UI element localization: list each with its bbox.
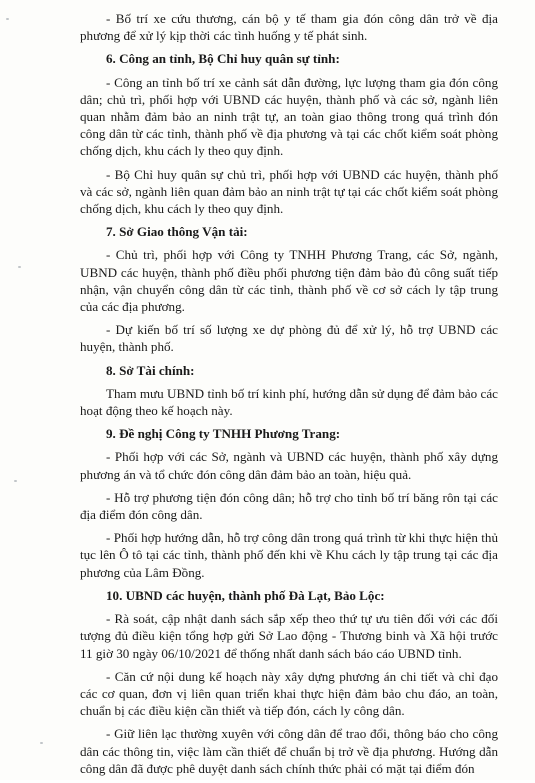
- paragraph: Tham mưu UBND tỉnh bố trí kinh phí, hướng dẫn sử dụng để đảm bảo các hoạt động theo kế hoạch này.: [80, 385, 498, 419]
- paragraph: - Hỗ trợ phương tiện đón công dân; hỗ trợ cho tỉnh bố trí băng rôn tại các địa điểm đón công dân.: [80, 489, 498, 523]
- paragraph: - Dự kiến bố trí số lượng xe dự phòng đủ để xử lý, hỗ trợ UBND các huyện, thành phố.: [80, 322, 498, 355]
- paragraph: - Rà soát, cập nhật danh sách sắp xếp theo thứ tự ưu tiên đối với các đối tượng đủ điều kiện tổng hợp gửi Sở Lao động - Thương binh và Xã hội trước 11 giờ 30 ngày 06/10/2021 để thống nhất danh sách báo cáo UBND tỉnh.: [80, 611, 498, 661]
- document-body: [80, 10, 498, 783]
- paragraph: - Bố trí xe cứu thương, cán bộ y tế tham gia đón công dân trở về địa phương để xử lý kịp thời các tình huống y tế phát sinh.: [80, 11, 498, 44]
- paragraph: - Chủ trì, phối hợp với Công ty TNHH Phương Trang, các Sở, ngành, UBND các huyện, thành phố điều phối phương tiện đảm bảo đủ công suất tiếp nhận, vận chuyển công dân từ các tỉnh, thành phố về cơ sở cách ly tập trung của các địa phương.: [80, 247, 498, 315]
- paragraph: - Giữ liên lạc thường xuyên với công dân để trao đổi, thông báo cho công dân các thông tin, việc làm cần thiết để chuẩn bị trở về địa phương. Hướng dẫn công dân đã được phê duyệt danh sách chính thức phải có mặt tại điểm đón: [80, 726, 498, 776]
- section-heading: 7. Sở Giao thông Vận tải:: [106, 224, 248, 240]
- paragraph: - Phối hợp với các Sở, ngành và UBND các huyện, thành phố xây dựng phương án và tổ chức đón công dân đảm bảo an toàn, hiệu quả.: [80, 449, 498, 482]
- scan-speck: [18, 266, 21, 268]
- paragraph: - Phối hợp hướng dẫn, hỗ trợ công dân trong quá trình từ khi thực hiện thủ tục lên Ô tô tại các tỉnh, thành phố đến khi về Khu cách ly tập trung tại các địa phương của Lâm Đồng.: [80, 530, 498, 580]
- section-heading: 8. Sở Tài chính:: [106, 362, 195, 378]
- paragraph: - Bộ Chỉ huy quân sự chủ trì, phối hợp với UBND các huyện, thành phố và các sở, ngành liên quan đảm bảo an ninh trật tự tại các chốt kiểm soát phòng chống dịch, khu cách ly theo quy định.: [80, 166, 498, 217]
- scan-speck: [14, 480, 17, 482]
- paragraph: - Công an tỉnh bố trí xe cảnh sát dẫn đường, lực lượng tham gia đón công dân; chủ trì, phối hợp với UBND các huyện, thành phố và các sở, ngành liên quan nhằm đảm bảo an ninh trật tự, an toàn giao thông trong quá trình đón công dân từ các tỉnh, thành phố về địa phương và tại các chốt kiểm soát phòng chống dịch, khu cách ly theo quy định.: [80, 74, 498, 159]
- section-heading: 6. Công an tỉnh, Bộ Chỉ huy quân sự tỉnh:: [106, 51, 340, 67]
- paragraph: - Căn cứ nội dung kế hoạch này xây dựng phương án chi tiết và chỉ đạo các cơ quan, đơn vị liên quan triển khai thực hiện đảm bảo chu đáo, an toàn, chuẩn bị các điều kiện cần thiết và tiếp đón, cách ly công dân.: [80, 668, 498, 719]
- section-heading: 10. UBND các huyện, thành phố Đà Lạt, Bảo Lộc:: [106, 587, 385, 603]
- section-heading: 9. Đề nghị Công ty TNHH Phương Trang:: [106, 426, 341, 442]
- scan-speck: [40, 742, 43, 744]
- scan-speck: [6, 18, 9, 20]
